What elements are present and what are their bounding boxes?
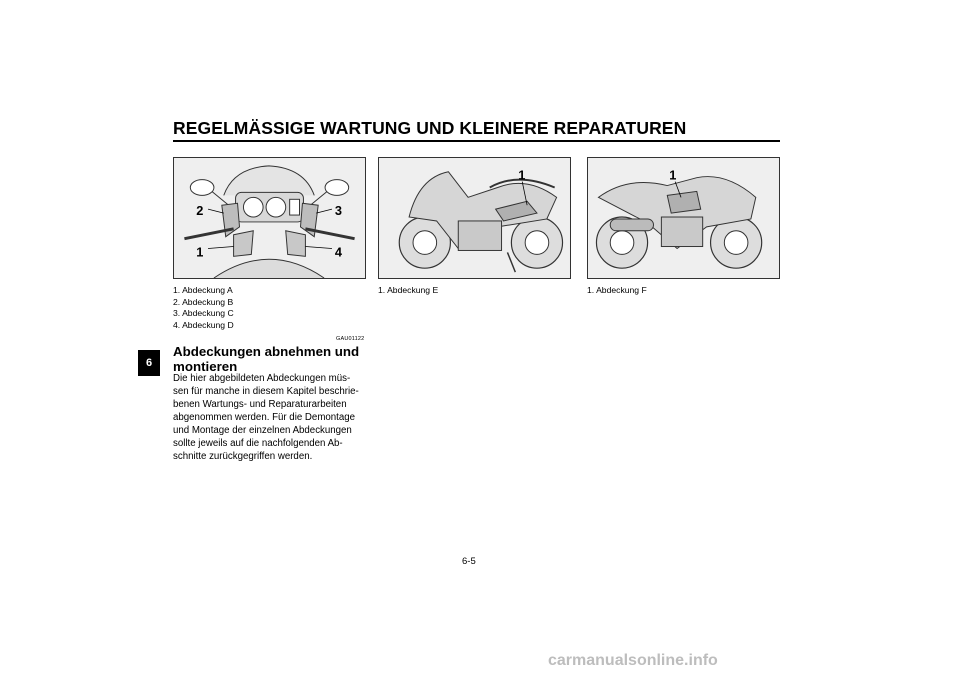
section-code: GAU01122: [336, 336, 365, 342]
callout-1: 1: [669, 167, 677, 183]
cockpit-illustration: [174, 158, 365, 278]
motorcycle-left-illustration: [379, 158, 570, 278]
title-rule: [173, 140, 780, 142]
callout-2: 2: [196, 203, 204, 219]
figure-captions-1: [173, 285, 234, 331]
heading-line: montieren: [173, 359, 238, 374]
figure-right-side: [587, 157, 780, 279]
caption-item: 2. Abdeckung B: [173, 296, 234, 307]
body-line: sen für manche in diesem Kapitel beschrie-: [173, 386, 359, 397]
callout-4: 4: [334, 244, 343, 260]
callout-3: 3: [334, 203, 343, 219]
page-title: REGELMÄSSIGE WARTUNG UND KLEINERE REPARATUREN: [173, 118, 687, 138]
figure-cockpit: [173, 157, 366, 279]
chapter-tab: 6: [138, 350, 160, 376]
page-number: 6-5: [462, 556, 476, 567]
body-line: benen Wartungs- und Reparaturarbeiten: [173, 399, 347, 410]
body-line: und Montage der einzelnen Abdeckungen: [173, 425, 352, 436]
figure-captions-3: [587, 285, 647, 297]
caption-item: 3. Abdeckung C: [173, 308, 234, 319]
body-line: schnitte zurückgegriffen werden.: [173, 451, 313, 462]
heading-line: Abdeckungen abnehmen und: [173, 344, 360, 359]
caption-item: 1. Abdeckung E: [378, 285, 439, 295]
watermark-text: carmanualsonline.info: [548, 652, 718, 669]
motorcycle-right-illustration: [588, 158, 779, 278]
figure-left-side: [378, 157, 571, 279]
section-body: [173, 372, 369, 463]
caption-item: 1. Abdeckung A: [173, 285, 233, 295]
caption-item: 4. Abdeckung D: [173, 319, 234, 330]
callout-1: 1: [196, 244, 204, 260]
caption-item: 1. Abdeckung F: [587, 285, 647, 295]
body-line: sollte jeweils auf die nachfolgenden Ab-: [173, 438, 343, 449]
callout-1: 1: [518, 167, 526, 183]
section-heading: [173, 344, 368, 374]
body-line: Die hier abgebildeten Abdeckungen müs-: [173, 373, 351, 384]
figure-captions-2: [378, 285, 438, 297]
body-line: abgenommen werden. Für die Demontage: [173, 412, 356, 423]
